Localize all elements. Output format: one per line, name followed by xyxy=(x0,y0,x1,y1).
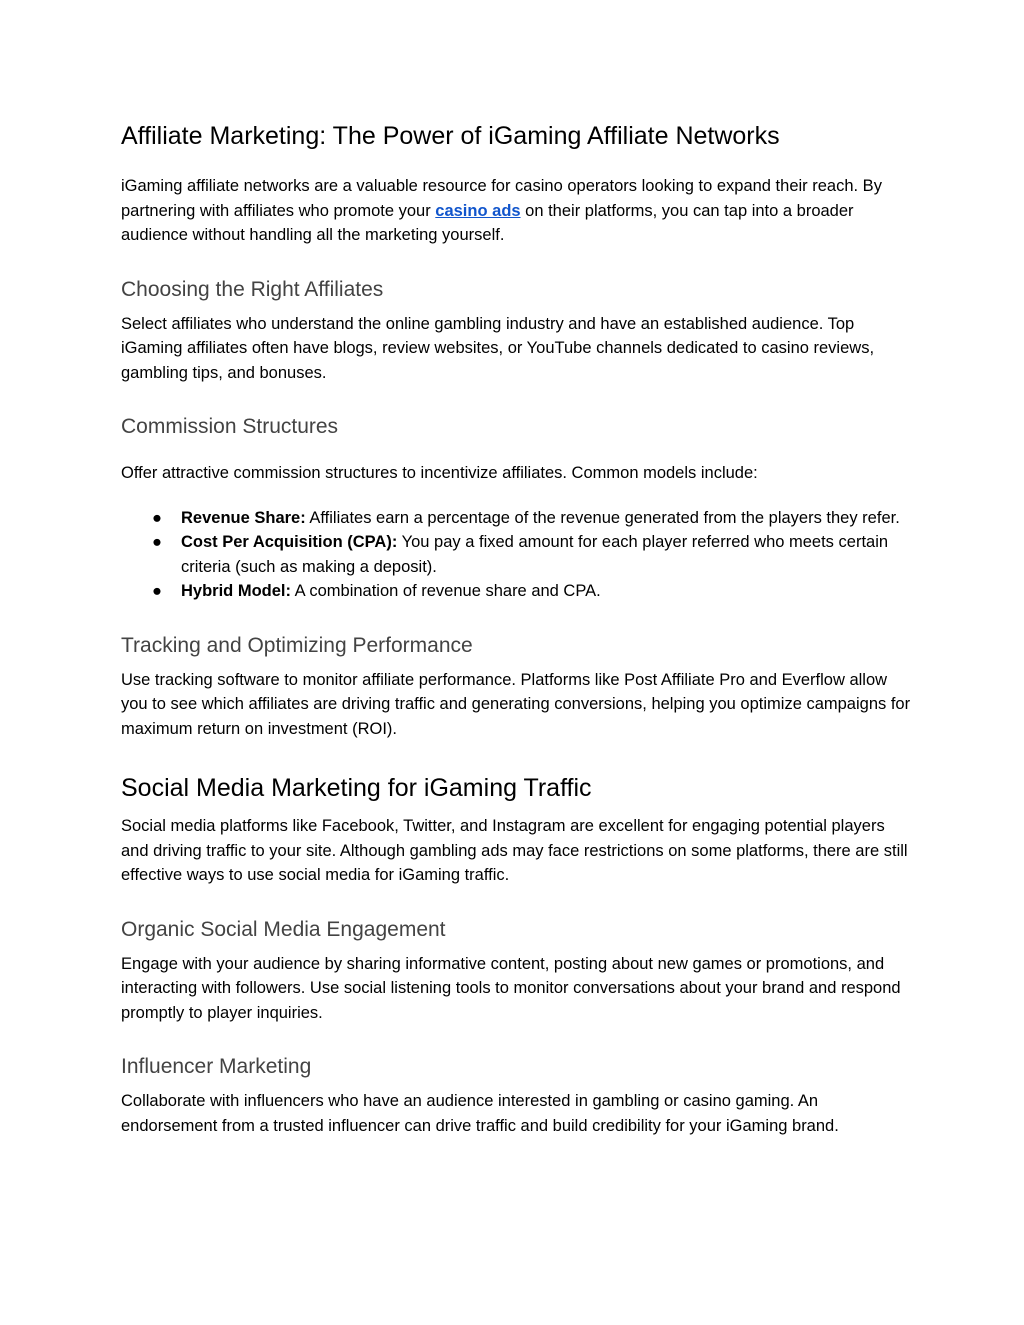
heading-influencer-marketing: Influencer Marketing xyxy=(121,1055,312,1078)
heading-choosing-affiliates: Choosing the Right Affiliates xyxy=(121,277,384,301)
list-item-term: Revenue Share: xyxy=(181,508,306,527)
heading-organic-engagement: Organic Social Media Engagement xyxy=(121,917,446,941)
paragraph-choosing: Select affiliates who understand the online gambling industry and have an established audience. Top iGaming affiliates often have blogs, review websites, or YouTube channels dedicated to casino reviews, gambling tips, and bonuses. xyxy=(121,314,875,382)
heading-commission-structures: Commission Structures xyxy=(121,415,339,438)
list-item-text: You pay a fixed amount for each player referred who meets certain criteria (such as making a deposit). xyxy=(181,533,889,576)
list-item-text: A combination of revenue share and CPA. xyxy=(291,582,601,600)
intro-text-before: iGaming affiliate networks are a valuable resource for casino operators looking to expand their reach. By partnering with affiliates who promote your xyxy=(121,177,882,220)
heading-social-media-marketing: Social Media Marketing for iGaming Traffic xyxy=(121,774,592,802)
document-content xyxy=(121,119,911,1138)
bullet-icon: ● xyxy=(152,582,162,600)
heading-tracking-performance: Tracking and Optimizing Performance xyxy=(121,633,473,657)
paragraph-social: Social media platforms like Facebook, Twitter, and Instagram are excellent for engaging potential players and driving traffic to your site. Although gambling ads may face restrictions on some platforms, there are still effective ways to use social media for iGaming traffic. xyxy=(121,817,908,884)
list-item-term: Cost Per Acquisition (CPA): xyxy=(181,533,398,551)
paragraph-commission: Offer attractive commission structures to incentivize affiliates. Common models include: xyxy=(121,464,758,482)
paragraph-influencer: Collaborate with influencers who have an audience interested in gambling or casino gaming. An endorsement from a trusted influencer can drive traffic and build credibility for your iGaming brand. xyxy=(121,1092,839,1135)
list-item-term: Hybrid Model: xyxy=(181,582,291,600)
paragraph-organic: Engage with your audience by sharing informative content, posting about new games or promotions, and interacting with followers. Use social listening tools to monitor conversations about your brand and respond promptly to player inquiries. xyxy=(121,954,901,1022)
heading-affiliate-marketing: Affiliate Marketing: The Power of iGaming Affiliate Networks xyxy=(121,122,780,150)
paragraph-intro xyxy=(121,174,911,248)
list-item-text: Affiliates earn a percentage of the revenue generated from the players they refer. xyxy=(305,508,900,527)
bullet-icon: ● xyxy=(152,508,162,527)
list-item xyxy=(121,579,911,604)
bullet-icon: ● xyxy=(152,533,162,551)
paragraph-tracking: Use tracking software to monitor affiliate performance. Platforms like Post Affiliate Pro and Everflow allow you to see which affiliates are driving traffic and generating conversions, helping you optimize campaigns for maximum return on investment (ROI). xyxy=(121,670,911,738)
list-item xyxy=(121,506,911,531)
casino-ads-link[interactable]: casino ads xyxy=(435,201,521,220)
intro-text-after: on their platforms, you can tap into a broader audience without handling all the marketing yourself. xyxy=(121,201,854,244)
list-item xyxy=(121,530,911,579)
commission-models-list xyxy=(121,506,911,604)
